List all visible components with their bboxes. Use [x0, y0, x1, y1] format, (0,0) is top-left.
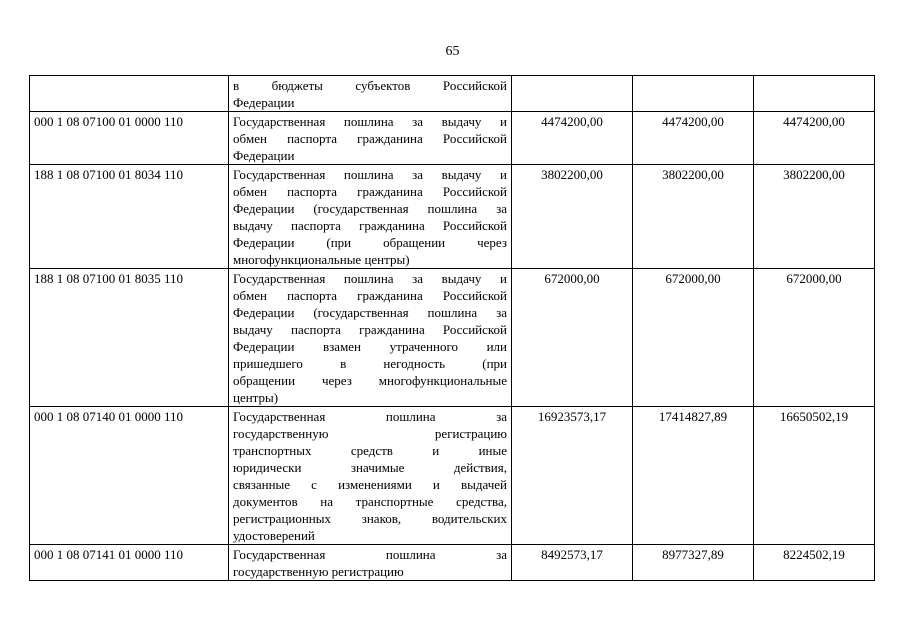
- amount-cell-2: [633, 76, 754, 112]
- table-row: [30, 112, 875, 165]
- revenue-name-line: Государственная пошлина за выдачу и: [233, 167, 507, 182]
- amount-cell-3: 8224502,19: [754, 545, 875, 581]
- amount-cell-2: 8977327,89: [633, 545, 754, 581]
- amount-cell-3: 4474200,00: [754, 112, 875, 165]
- budget-code-cell: 000 1 08 07141 01 0000 110: [30, 545, 229, 581]
- revenue-name-line: государственную регистрацию: [233, 426, 507, 441]
- amount-cell-2: 4474200,00: [633, 112, 754, 165]
- revenue-name-line: регистрационных знаков, водительских: [233, 511, 507, 526]
- revenue-name-line: центры): [233, 390, 279, 405]
- revenue-name-line: государственную регистрацию: [233, 564, 404, 579]
- revenue-name-line: выдачу паспорта гражданина Российской: [233, 218, 507, 233]
- table-body: [30, 76, 875, 581]
- revenue-name-line: Государственная пошлина за: [233, 547, 507, 562]
- amount-cell-1: 8492573,17: [512, 545, 633, 581]
- revenue-name-cell: [229, 165, 512, 269]
- revenue-name-line: Федерации: [233, 148, 295, 163]
- revenue-name-line: Федерации (при обращении через: [233, 235, 507, 250]
- revenue-name-line: документов на транспортные средства,: [233, 494, 507, 509]
- amount-cell-3: [754, 76, 875, 112]
- revenue-name-line: юридически значимые действия,: [233, 460, 507, 475]
- table-row: [30, 76, 875, 112]
- revenue-name-line: обмен паспорта гражданина Российской: [233, 184, 507, 199]
- revenue-name-line: обращении через многофункциональные: [233, 373, 507, 388]
- amount-cell-1: 672000,00: [512, 269, 633, 407]
- amount-cell-3: 672000,00: [754, 269, 875, 407]
- revenue-name-line: Государственная пошлина за: [233, 409, 507, 424]
- table-row: [30, 269, 875, 407]
- budget-code-cell: [30, 76, 229, 112]
- budget-code-cell: 188 1 08 07100 01 8035 110: [30, 269, 229, 407]
- revenue-name-cell: [229, 407, 512, 545]
- revenue-name-cell: [229, 545, 512, 581]
- revenue-name-line: Государственная пошлина за выдачу и: [233, 114, 507, 129]
- revenue-name-line: Федерации (государственная пошлина за: [233, 201, 507, 216]
- amount-cell-2: 17414827,89: [633, 407, 754, 545]
- amount-cell-1: 4474200,00: [512, 112, 633, 165]
- amount-cell-3: 16650502,19: [754, 407, 875, 545]
- revenue-name-line: Федерации взамен утраченного или: [233, 339, 507, 354]
- revenue-name-line: связанные с изменениями и выдачей: [233, 477, 507, 492]
- amount-cell-1: 16923573,17: [512, 407, 633, 545]
- budget-code-cell: 000 1 08 07100 01 0000 110: [30, 112, 229, 165]
- budget-revenue-table: [29, 75, 875, 581]
- revenue-name-line: многофункциональные центры): [233, 252, 410, 267]
- revenue-name-line: удостоверений: [233, 528, 315, 543]
- revenue-name-cell: [229, 112, 512, 165]
- page-number: 65: [445, 44, 460, 59]
- amount-cell-1: [512, 76, 633, 112]
- budget-code-cell: 188 1 08 07100 01 8034 110: [30, 165, 229, 269]
- revenue-name-line: Государственная пошлина за выдачу и: [233, 271, 507, 286]
- revenue-name-cell: [229, 269, 512, 407]
- revenue-name-line: пришедшего в негодность (при: [233, 356, 507, 371]
- budget-code-cell: 000 1 08 07140 01 0000 110: [30, 407, 229, 545]
- revenue-name-line: транспортных средств и иные: [233, 443, 507, 458]
- revenue-name-line: Федерации: [233, 95, 295, 110]
- revenue-name-cell: [229, 76, 512, 112]
- revenue-name-line: выдачу паспорта гражданина Российской: [233, 322, 507, 337]
- amount-cell-3: 3802200,00: [754, 165, 875, 269]
- revenue-name-line: обмен паспорта гражданина Российской: [233, 131, 507, 146]
- revenue-name-line: Федерации (государственная пошлина за: [233, 305, 507, 320]
- revenue-name-line: в бюджеты субъектов Российской: [233, 78, 507, 93]
- amount-cell-2: 672000,00: [633, 269, 754, 407]
- revenue-name-line: обмен паспорта гражданина Российской: [233, 288, 507, 303]
- table-row: [30, 407, 875, 545]
- amount-cell-2: 3802200,00: [633, 165, 754, 269]
- table-row: [30, 545, 875, 581]
- table-row: [30, 165, 875, 269]
- amount-cell-1: 3802200,00: [512, 165, 633, 269]
